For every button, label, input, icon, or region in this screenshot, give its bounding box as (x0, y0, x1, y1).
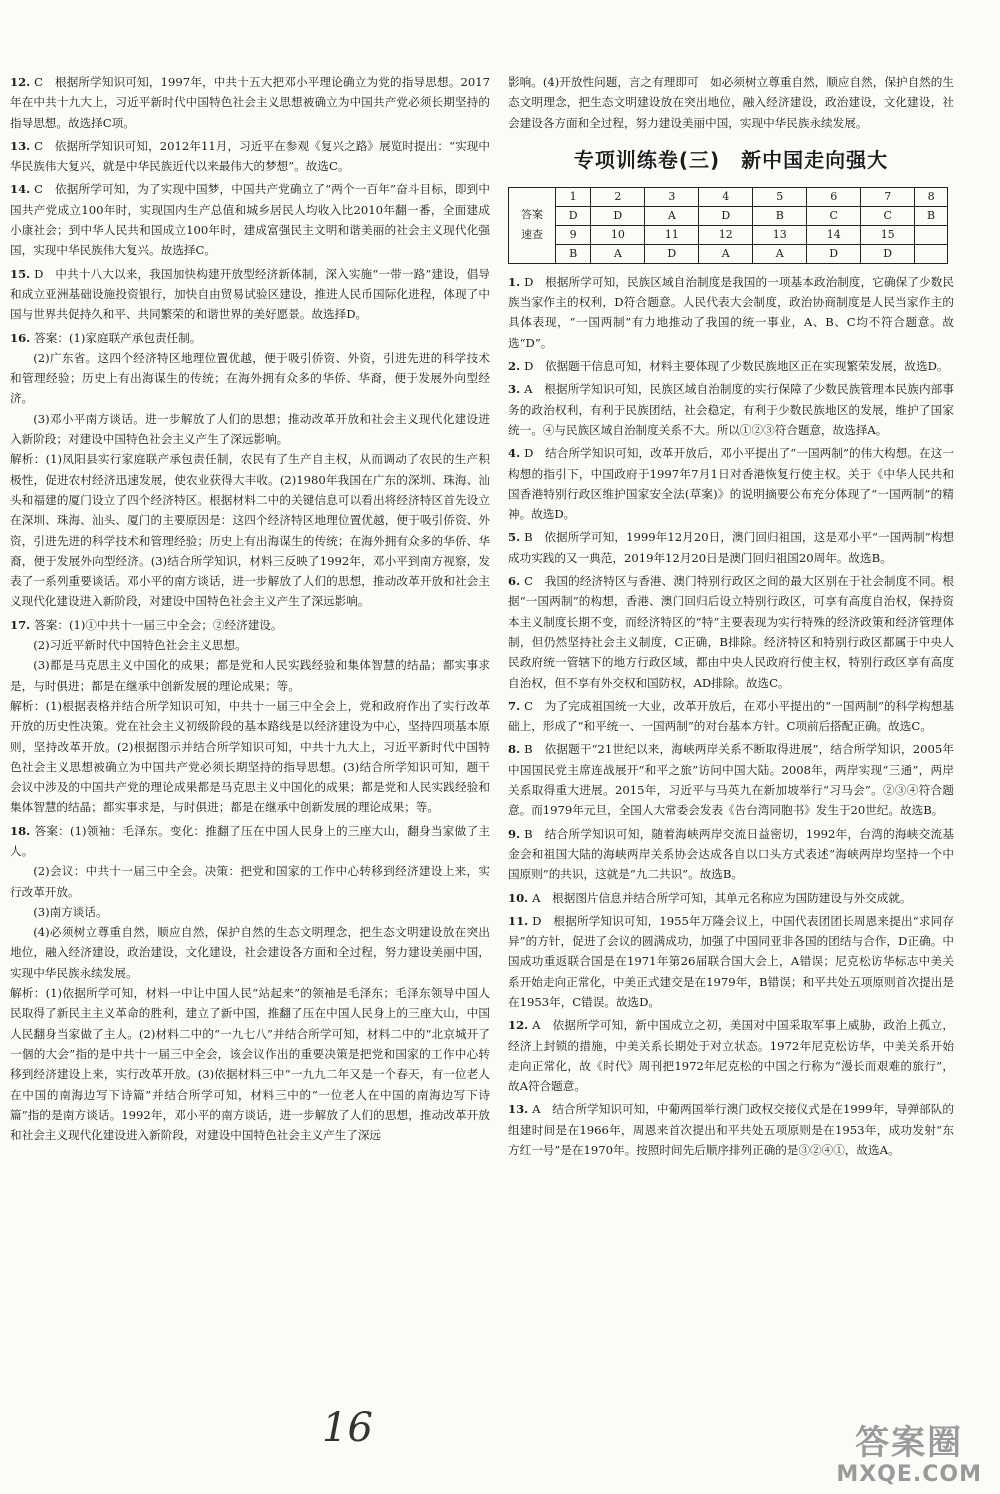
table-cell: 10 (591, 225, 645, 244)
table-cell (915, 225, 948, 244)
item-paragraph: (2)习近平新时代中国特色社会主义思想。 (33, 638, 247, 653)
item-number: 2. (508, 359, 521, 374)
item-number: 3. (508, 382, 521, 397)
table-cell (915, 244, 948, 263)
item-number: 16. (10, 330, 31, 345)
table-cell: 8 (915, 187, 948, 206)
item-paragraph: (2)广东省。这四个经济特区地理位置优越，便于吸引侨资、外资，引进先进的科学技术和管理经验；历史上有出海谋生的传统；在海外拥有众多的华侨、华裔，便于发展外向型经济。 (10, 350, 490, 406)
item-number: 9. (508, 826, 521, 841)
table-cell: A (645, 206, 699, 225)
table-cell: A (591, 244, 645, 263)
answer-quick-check-table (508, 187, 948, 264)
item-text: A 依据所学可知，新中国成立之初，美国对中国采取军事上威胁，政治上孤立，经济上封锁的措施，中美关系长期处于对立状态。1972年尼克松访华，中美关系开始走向正常化，故《时代》周刊把1972年尼克松的中国之行称为“漫长而艰难的旅行”，故A符合题意。 (508, 1018, 954, 1094)
table-cell: B (556, 244, 591, 263)
item-text: A 根据所学知识可知，民族区域自治制度的实行保障了少数民族管理本民族内部事务的政治权利，有利于民族团结，社会稳定，有利于少数民族地区的发展，维护了国家统一。④与民族区域自治制度关系不大。所以①②③符合题意，故选择A。 (508, 382, 954, 437)
right-column (508, 72, 954, 1163)
item-text: 答案：(1)①中共十一届三中全会；②经济建设。 (34, 617, 283, 632)
item-text: C 我国的经济特区与香港、澳门特别行政区之间的最大区别在于社会制度不同。根据“一国两制”的构想，香港、澳门回归后设立特别行政区，可享有高度自治权，保持资本主义制度长期不变，而经济特区的“特”主要表现为实行特殊的经济政策和经济管理体制，但仍然坚持社会主义制度，C正确，B排除。经济特区和特别行政区都属于中央人民政府统一管辖下的地方行政区域，都由中央人民政府行使主权，特别行政区享有高度自治权，但不享有外交权和国防权，AD排除。故选C。 (508, 574, 954, 690)
item-number: 12. (10, 75, 31, 89)
item-number: 13. (10, 138, 31, 153)
table-cell: D (591, 206, 645, 225)
item-number: 12. (508, 1018, 529, 1033)
table-cell: 2 (591, 187, 645, 206)
answer-item-9 (508, 824, 954, 885)
answer-item-12-right (508, 1015, 954, 1096)
table-cell: D (861, 244, 915, 263)
table-cell: A (753, 244, 807, 263)
answer-item-8 (508, 739, 954, 820)
item-analysis: 解析：(1)根据表格并结合所学知识可知，中共十一届三中全会上，党和政府作出了实行改革开放的历史性决策。党在社会主义初级阶段的基本路线是以经济建设为中心，坚持四项基本原则，坚持改革开放。(2)根据图示并结合所学知识可知，中共十九大上，习近平新时代中国特色社会主义思想被确立为中国共产党必须长期坚持的指导思想。(3)结合所学知识可知，题干会议中涉及的中国共产党的理论成果都是马克思主义中国化的成果；都是党和人民实践经验和集体智慧的结晶；都实事求是，与时俱进；都是在继承中创新发展的理论成果；等。 (10, 698, 490, 815)
answer-item-5 (508, 527, 954, 568)
answer-item-12 (10, 72, 490, 133)
item-analysis: 解析：(1)凤阳县实行家庭联产承包责任制，农民有了生产自主权，从而调动了农民的生产积极性，促进农村经济迅速发展，使农业获得大丰收。(2)1980年我国在广东的深圳、珠海、汕头和福建的厦门设立了四个经济特区。根据材料二中的关键信息可以看出将经济特区首先设立在深圳、珠海、汕头、厦门的主要原因是：这四个经济特区地理位置优越，便于吸引侨资、外资，引进先进的科学技术和管理经验；历史上有出海谋生的传统；在海外拥有众多的华侨、华裔，便于发展外向型经济。(3)结合所学知识，材料三反映了1992年，邓小平到南方视察，发表了一系列重要谈话。邓小平的南方谈话，进一步解放了人们的思想，推动改革开放和社会主义现代化建设进入新阶段，对建设中国特色社会主义产生了深远影响。 (10, 452, 490, 609)
item-text: C 根据所学知识可知，1997年，中共十五大把邓小平理论确立为党的指导思想。2017年在中共十九大上，习近平新时代中国特色社会主义思想被确立为中国共产党必须长期坚持的指导思想。故选择C项。 (10, 75, 490, 130)
table-cell: B (753, 206, 807, 225)
item-number: 10. (508, 890, 529, 905)
continued-paragraph: 影响。(4)开放性问题，言之有理即可 如必须树立尊重自然，顺应自然，保护自然的生态文明理念，把生态文明建设放在突出地位，融入经济建设，政治建设，文化建设，社会建设各方面和全过程，努力建设美丽中国，实现中华民族永续发展。 (508, 75, 954, 130)
item-text: D 依据题干信息可知，材料主要体现了少数民族地区正在实现繁荣发展，故选D。 (524, 359, 949, 374)
item-text: A 根据图片信息并结合所学可知，其单元名称应为国防建设与外交成就。 (532, 890, 912, 905)
table-cell: 7 (861, 187, 915, 206)
answer-item-17 (10, 615, 490, 818)
watermark-url: MXQE.COM (836, 1462, 982, 1487)
item-number: 6. (508, 574, 521, 589)
table-cell: D (807, 244, 861, 263)
table-cell: D (699, 206, 753, 225)
item-text: A 结合所学知识可知，中葡两国举行澳门政权交接仪式是在1999年，导弹部队的组建时间是在1966年，周恩来首次提出和平共处五项原则是在1953年，成功发射“东方红一号”是在1970年。按照时间先后顺序排列正确的是③②④①，故选A。 (508, 1102, 954, 1158)
item-paragraph: (3)南方谈话。 (33, 904, 108, 919)
answer-item-1 (508, 272, 954, 353)
answer-item-15 (10, 264, 490, 325)
table-cell: 9 (556, 225, 591, 244)
item-number: 7. (508, 698, 521, 713)
item-number: 11. (508, 913, 529, 928)
item-text: D 根据所学可知，民族区域自治制度是我国的一项基本政治制度，它确保了少数民族当家作主的权利，D符合题意。人民代表大会制度，政治协商制度是人民当家作主的具体表现，“一国两制”有力地推动了我国的统一事业，A、B、C均不符合题意。故选“D”。 (508, 274, 954, 350)
table-cell: 5 (753, 187, 807, 206)
table-cell: 3 (645, 187, 699, 206)
table-cell: 6 (807, 187, 861, 206)
answer-item-18 (10, 821, 490, 1146)
item-paragraph: (3)都是马克思主义中国化的成果；都是党和人民实践经验和集体智慧的结晶；都实事求是，与时俱进；都是在继承中创新发展的理论成果；等。 (10, 658, 490, 693)
answer-item-4 (508, 443, 954, 524)
page-number: 16 (322, 1405, 373, 1451)
item-number: 14. (10, 182, 31, 197)
table-cell: D (645, 244, 699, 263)
item-text: B 结合所学知识可知，随着海峡两岸交流日益密切，1992年，台湾的海峡交流基金会和祖国大陆的海峡两岸关系协会达成各自以口头方式表述“海峡两岸均坚持一个中国原则”的共识，这就是“九二共识”。故选B。 (508, 826, 954, 882)
table-head-label: 答案 速查 (509, 187, 556, 263)
table-cell: 13 (753, 225, 807, 244)
item-text: C 依据所学可知，为了实现中国梦，中国共产党确立了“两个一百年”奋斗目标，即到中国共产党成立100年时，实现国内生产总值和城乡居民人均收入比2010年翻一番，全面建成小康社会；到中华人民共和国成立100年时，建成富强民主文明和谐美丽的社会主义现代化强国，实现中华民族伟大复兴。故选择C。 (10, 182, 490, 258)
answer-item-3 (508, 379, 954, 440)
watermark-logo-text: 答案圈 (855, 1423, 964, 1463)
item-text: D 结合所学知识可知，改革开放后，邓小平提出了“一国两制”的伟大构想。在这一构想的指引下，中国政府于1997年7月1日对香港恢复行使主权。关于《中华人民共和国香港特别行政区维护国家安全法(草案)》的说明摘要公布充分体现了“一国两制”的精神。故选D。 (508, 446, 954, 522)
table-cell: C (861, 206, 915, 225)
item-text: B 依据题干“21世纪以来，海峡两岸关系不断取得进展”，结合所学知识，2005年中国国民党主席连战展开“和平之旅”访问中国大陆。2008年，两岸实现“三通”，两岸关系取得重大进展。2015年，习近平与马英九在新加坡举行“习马会”。②③④符合题意。而1979年元旦，全国人大常委会发表《告台湾同胞书》发生于20世纪。故选B。 (508, 742, 954, 818)
answer-item-16 (10, 328, 490, 612)
answer-item-13-right (508, 1099, 954, 1160)
table-cell: D (556, 206, 591, 225)
answer-item-11 (508, 911, 954, 1012)
item-text: D 根据所学知识可知，1955年万隆会议上，中国代表团团长周恩来提出“求同存异”的方针，促进了会议的圆满成功，加强了中国同亚非各国的团结与合作，D正确。中国成功重返联合国是在1971年第26届联合国大会上，A错误；尼克松访华标志中美关系开始走向正常化，中美正式建交是在1979年，B错误；和平共处五项原则首次提出是在1953年，C错误。故选D。 (508, 913, 954, 1009)
answer-item-6 (508, 571, 954, 693)
table-cell: 14 (807, 225, 861, 244)
answer-item-13 (10, 136, 490, 177)
table-cell: 4 (699, 187, 753, 206)
item-text: C 为了完成祖国统一大业，改革开放后，在邓小平提出的“一国两制”的科学构想基础上，形成了“和平统一、一国两制”的对台基本方针。C项前后搭配正确。故选C。 (508, 698, 954, 734)
table-cell: 1 (556, 187, 591, 206)
table-cell: A (699, 244, 753, 263)
answer-item-7 (508, 696, 954, 737)
item-number: 5. (508, 530, 521, 545)
table-cell: B (915, 206, 948, 225)
answer-item-2 (508, 356, 954, 376)
item-number: 1. (508, 274, 521, 289)
table-cell: 15 (861, 225, 915, 244)
item-text: C 依据所学知识可知，2012年11月，习近平在参观《复兴之路》展览时提出：“实现中华民族伟大复兴，就是中华民族近代以来最伟大的梦想”。故选C。 (10, 138, 490, 174)
item-paragraph: (3)邓小平南方谈话。进一步解放了人们的思想；推动改革开放和社会主义现代化建设进入新阶段；对建设中国特色社会主义产生了深远影响。 (10, 411, 490, 447)
item-number: 13. (508, 1102, 529, 1117)
table-cell: 12 (699, 225, 753, 244)
item-text: D 中共十八大以来，我国加快构建开放型经济新体制，深入实施“一带一路”建设，倡导和成立亚洲基础设施投资银行，加快自由贸易试验区建设，推进人民币国际化进程，体现了中国与世界共促持久和平、共同繁荣的和谐世界的美好愿景。故选择D。 (10, 266, 490, 322)
left-column (10, 72, 490, 1148)
item-paragraph: (2)会议：中共十一届三中全会。决策：把党和国家的工作中心转移到经济建设上来，实行改革开放。 (10, 864, 490, 899)
answer-item-14 (10, 179, 490, 260)
item-text: B 依据所学可知，1999年12月20日，澳门回归祖国，这是邓小平“一国两制”构想成功实践的又一典范，2019年12月20日是澳门回归祖国20周年。故选B。 (508, 530, 954, 565)
item-number: 15. (10, 266, 31, 281)
item-number: 4. (508, 446, 521, 461)
item-paragraph: (4)必须树立尊重自然，顺应自然，保护自然的生态文明理念，把生态文明建设放在突出地位，融入经济建设，政治建设，文化建设，社会建设各方面和全过程，努力建设美丽中国，实现中华民族永续发展。 (10, 925, 490, 980)
table-cell: C (807, 206, 861, 225)
watermark-logo (836, 1424, 982, 1488)
item-text: 答案：(1)领袖：毛泽东。变化：推翻了压在中国人民身上的三座大山，翻身当家做了主人。 (10, 823, 490, 858)
section-title: 专项训练卷(三) 新中国走向强大 (573, 147, 889, 172)
table-cell: 11 (645, 225, 699, 244)
item-number: 17. (10, 617, 31, 632)
answer-item-10 (508, 888, 954, 908)
item-text: 答案：(1)家庭联产承包责任制。 (34, 330, 202, 345)
item-analysis: 解析：(1)依据所学可知，材料一中让中国人民“站起来”的领袖是毛泽东；毛泽东领导中国人民取得了新民主主义革命的胜利，建立了新中国，推翻了压在中国人民身上的三座大山，中国人民翻身当家做了主人。(2)材料二中的“一九七八”并结合所学可知，材料二中的“北京城开了一個的大会”指的是中共十一届三中全会，该会议作出的重要决策是把党和国家的工作中心转移到经济建设上来，实行改革开放。(3)依据材料三中“一九九二年又是一个春天，有一位老人在中国的南海边写下诗篇”并结合所学可知，材料三中的“一位老人在中国的南海边写下诗篇”指的是南方谈话。1992年，邓小平的南方谈话，进一步解放了人们的思想，推动改革开放和社会主义现代化建设进入新阶段，对建设中国特色社会主义产生了深远 (10, 986, 490, 1143)
item-number: 8. (508, 742, 521, 757)
item-number: 18. (10, 823, 31, 838)
